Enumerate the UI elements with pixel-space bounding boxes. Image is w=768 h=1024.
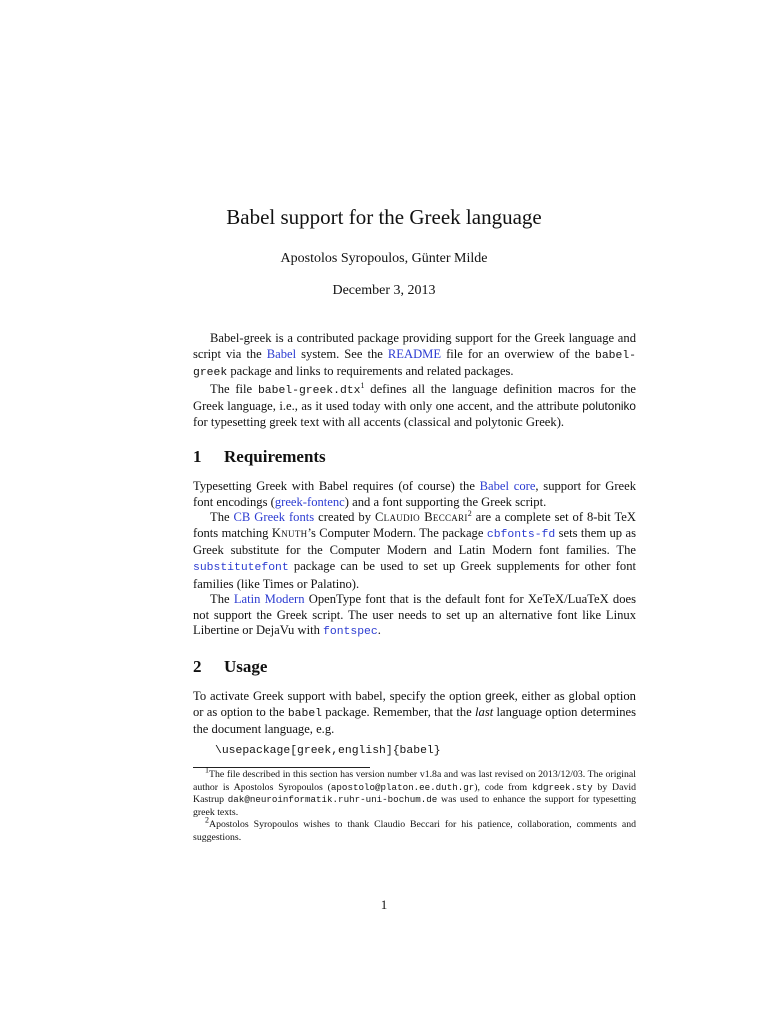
abstract-paragraph-2 — [193, 382, 636, 431]
text: Typesetting Greek with Babel requires (of course) the — [193, 479, 480, 493]
text: To activate Greek support with babel, specify the option — [193, 689, 486, 703]
requirements-paragraph-3 — [193, 592, 636, 641]
text: Babel-greek is a contributed package providing support for the Greek language and script via the — [193, 331, 636, 361]
text: ), code from — [474, 781, 532, 793]
substitutefont-link[interactable]: substitutefont — [193, 561, 289, 574]
fontspec-link[interactable]: fontspec — [323, 626, 378, 639]
option-greek: greek — [485, 689, 515, 703]
emphasis-last: last — [475, 704, 494, 719]
usage-paragraph-1 — [193, 689, 636, 738]
text: ’s Computer Modern. The package — [307, 525, 487, 540]
footnote-1-mark: 1 — [205, 765, 209, 775]
page-number: 1 — [380, 897, 388, 912]
email-syropoulos: apostolo@platon.ee.duth.gr — [330, 781, 475, 793]
text: OpenType font that is the default font for XeTeX/LuaTeX does not support the Greek script. The user needs to set up an alternative font like Linux Libertine or DejaVu with — [193, 592, 636, 638]
text: The — [210, 592, 234, 607]
text: The file — [210, 381, 258, 396]
text: system. See the — [296, 346, 388, 361]
text: defines all the language definition macros for the Greek language, i.e., as it used today with only one accent, and the attribute — [193, 381, 636, 414]
text: are a complete set of 8-bit TeX fonts matching — [193, 510, 636, 540]
text: The file described in this section has version number v1.8a and was last revised on 2013/12/03. The original author is Apostolos Syropoulos ( — [193, 769, 636, 793]
text: The — [210, 510, 234, 525]
requirements-paragraph-1 — [193, 479, 636, 510]
cbfonts-fd-link[interactable]: cbfonts-fd — [486, 528, 556, 541]
section-requirements-body — [193, 479, 636, 641]
latin-modern-link[interactable]: Latin Modern — [233, 592, 305, 607]
readme-link[interactable]: README — [387, 346, 442, 361]
author-name-beccari: Claudio Beccari — [374, 510, 468, 525]
text: package. Remember, that the — [322, 704, 476, 719]
section-number: 2 — [193, 657, 202, 676]
requirements-paragraph-2 — [193, 510, 636, 592]
text: , support for Greek font encodings ( — [193, 479, 636, 509]
text: , either as global option or as option to the — [193, 689, 636, 719]
babel-core-link[interactable]: Babel core — [479, 479, 536, 493]
section-title: Requirements — [224, 447, 326, 466]
document-date: December 3, 2013 — [332, 283, 436, 298]
file-name-code: babel-greek.dtx — [257, 384, 361, 397]
babel-package-code: babel — [287, 707, 322, 720]
footnote-2 — [193, 816, 636, 844]
text: was used to enhance the support for typesetting greek texts. — [193, 794, 636, 818]
cb-greek-fonts-link[interactable]: CB Greek fonts — [233, 510, 315, 525]
email-kastrup: dak@neuroinformatik.ruhr-uni-bochum.de — [227, 794, 438, 806]
abstract-paragraph-1 — [193, 331, 636, 382]
text: package and links to requirements and related packages. — [227, 364, 514, 379]
footnote-1 — [193, 765, 636, 819]
greek-fontenc-link[interactable]: greek-fontenc — [274, 494, 345, 509]
footnote-rule — [193, 767, 370, 768]
text: language option determines the document language, e.g. — [193, 704, 637, 737]
text: by David Kastrup — [193, 781, 636, 806]
kdgreek-file: kdgreek.sty — [531, 781, 593, 793]
text: for typesetting greek text with all accents (classical and polytonic Greek). — [193, 414, 565, 429]
text: package can be used to set up Greek supplements for other font families (like Times or Palatino). — [193, 558, 636, 591]
babel-link[interactable]: Babel — [266, 346, 297, 361]
code-example: \usepackage[greek,english]{babel} — [215, 745, 441, 757]
section-heading-requirements — [193, 447, 636, 467]
attribute-name: polutoniko — [582, 399, 636, 414]
section-number: 1 — [193, 447, 202, 466]
package-name-code: babel-greek — [193, 349, 636, 380]
text: file for an overwiew of the — [441, 346, 595, 361]
footnote-mark-1: 1 — [360, 380, 365, 390]
document-authors: Apostolos Syropoulos, Günter Milde — [280, 251, 488, 266]
footnotes — [193, 765, 636, 845]
text: Apostolos Syropoulos wishes to thank Claudio Beccari for his patience, collaboration, comments and suggestions. — [193, 819, 636, 843]
abstract — [193, 331, 636, 431]
text: sets them up as Greek substitute for the Computer Modern and Latin Modern font families. The — [193, 525, 636, 558]
footnote-2-mark: 2 — [205, 816, 209, 826]
footnote-mark-2: 2 — [467, 509, 472, 518]
section-title: Usage — [224, 657, 268, 676]
document-title: Babel support for the Greek language — [226, 205, 542, 229]
text: . — [377, 623, 381, 638]
text: ) and a font supporting the Greek script. — [344, 494, 547, 509]
author-name-knuth: Knuth — [271, 525, 308, 540]
text: created by — [314, 510, 375, 525]
section-usage-body — [193, 689, 636, 738]
section-heading-usage — [193, 657, 636, 677]
